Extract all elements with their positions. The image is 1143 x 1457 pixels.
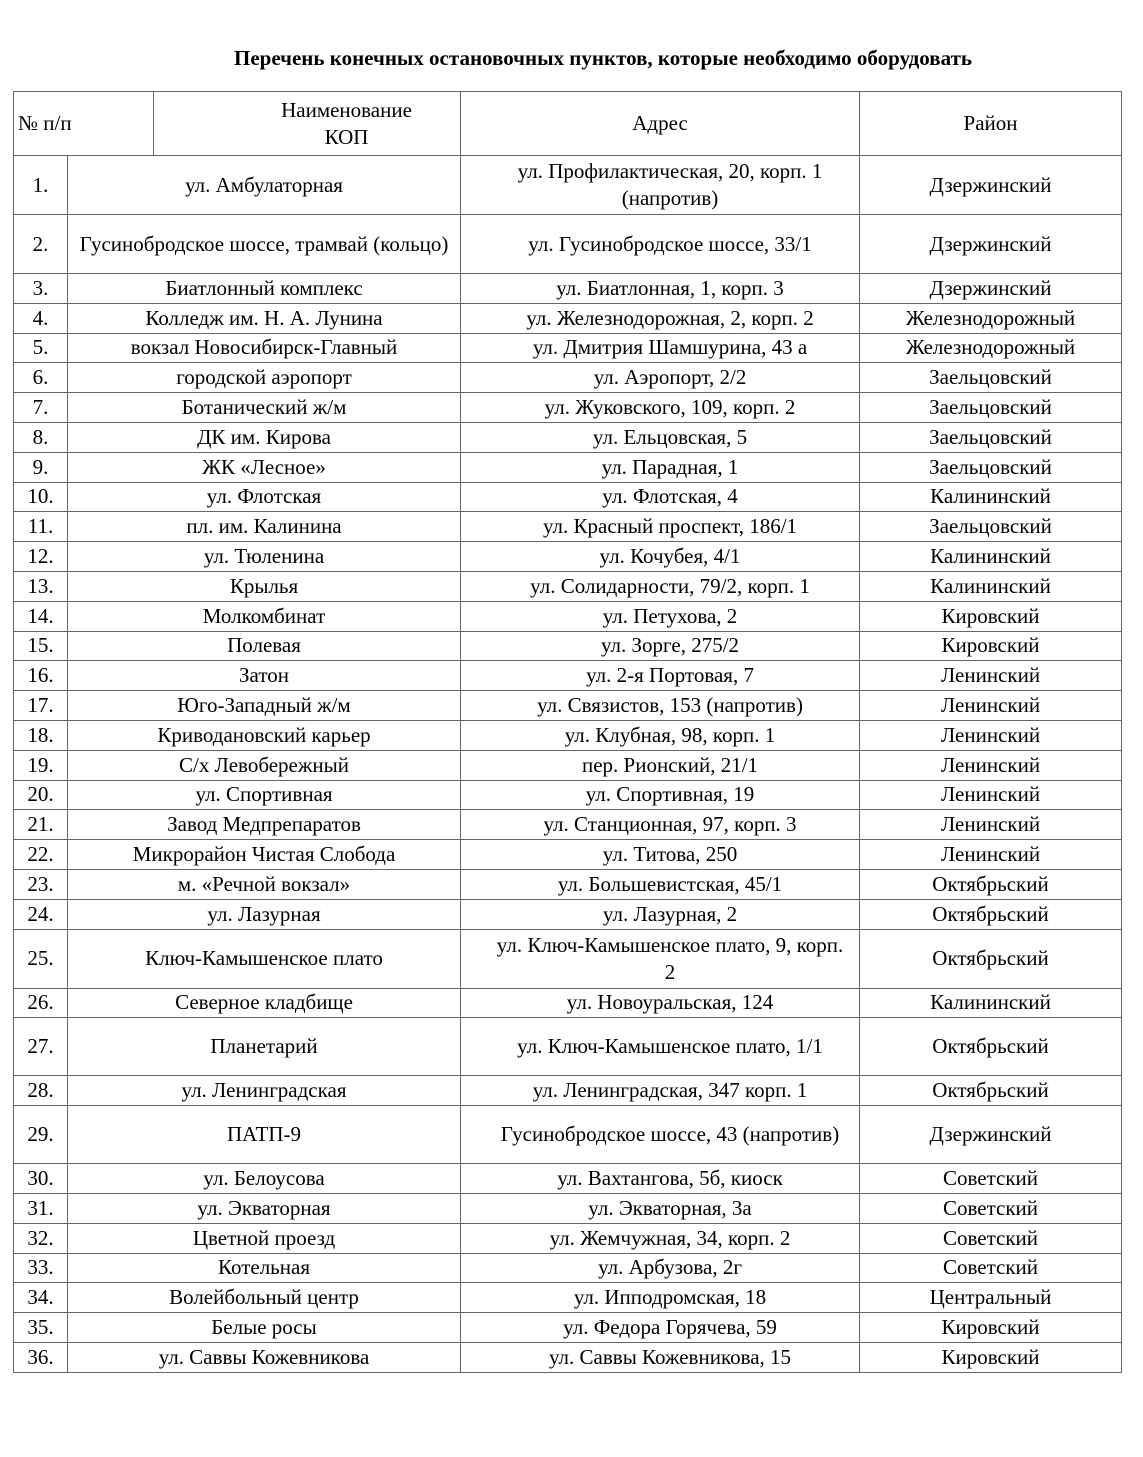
stops-table	[13, 91, 1122, 1373]
cell-name: ЖК «Лесное»	[68, 452, 461, 482]
cell-number: 14.	[14, 601, 68, 631]
table-row	[14, 512, 1122, 542]
table-row	[14, 1313, 1122, 1343]
table-row	[14, 810, 1122, 840]
header-number	[14, 92, 154, 156]
document-title: Перечень конечных остановочных пунктов, которые необходимо оборудовать	[234, 46, 972, 70]
cell-name: вокзал Новосибирск-Главный	[68, 333, 461, 363]
cell-district: Кировский	[860, 601, 1122, 631]
cell-name: ул. Спортивная	[68, 780, 461, 810]
table-row	[14, 482, 1122, 512]
cell-number: 16.	[14, 661, 68, 691]
cell-address: ул. Аэропорт, 2/2	[461, 363, 860, 393]
cell-district: Ленинский	[860, 840, 1122, 870]
header-address-label: Адрес	[632, 111, 688, 135]
cell-address: ул. Спортивная, 19	[461, 780, 860, 810]
cell-address: ул. 2-я Портовая, 7	[461, 661, 860, 691]
cell-address: ул. Ключ-Камышенское плато, 9, корп. 2	[461, 929, 860, 988]
cell-number: 18.	[14, 720, 68, 750]
table-row	[14, 1018, 1122, 1076]
cell-address: Гусинобродское шоссе, 43 (напротив)	[461, 1106, 860, 1164]
cell-name: Северное кладбище	[68, 988, 461, 1018]
table-row	[14, 1253, 1122, 1283]
cell-district: Ленинский	[860, 691, 1122, 721]
cell-name: ул. Амбулаторная	[68, 156, 461, 215]
table-row	[14, 1283, 1122, 1313]
cell-number: 17.	[14, 691, 68, 721]
cell-number: 11.	[14, 512, 68, 542]
table-row	[14, 1164, 1122, 1194]
cell-name: городской аэропорт	[68, 363, 461, 393]
cell-address: ул. Красный проспект, 186/1	[461, 512, 860, 542]
cell-number: 26.	[14, 988, 68, 1018]
cell-number: 13.	[14, 571, 68, 601]
cell-district: Дзержинский	[860, 215, 1122, 274]
cell-address: ул. Большевистская, 45/1	[461, 869, 860, 899]
cell-address: ул. Жемчужная, 34, корп. 2	[461, 1223, 860, 1253]
cell-address: ул. Гусинобродское шоссе, 33/1	[461, 215, 860, 274]
cell-number: 24.	[14, 899, 68, 929]
cell-district: Калининский	[860, 571, 1122, 601]
cell-district: Заельцовский	[860, 393, 1122, 423]
cell-address: ул. Титова, 250	[461, 840, 860, 870]
header-district-label: Район	[963, 111, 1018, 135]
table-row	[14, 303, 1122, 333]
cell-number: 22.	[14, 840, 68, 870]
cell-district: Советский	[860, 1253, 1122, 1283]
cell-address: ул. Вахтангова, 5б, киоск	[461, 1164, 860, 1194]
cell-district: Кировский	[860, 631, 1122, 661]
table-row	[14, 333, 1122, 363]
cell-number: 21.	[14, 810, 68, 840]
cell-address: ул. Петухова, 2	[461, 601, 860, 631]
table-row	[14, 601, 1122, 631]
cell-district: Октябрьский	[860, 869, 1122, 899]
cell-address: ул. Арбузова, 2г	[461, 1253, 860, 1283]
cell-name: Котельная	[68, 1253, 461, 1283]
cell-name: Биатлонный комплекс	[68, 274, 461, 304]
cell-number: 20.	[14, 780, 68, 810]
table-row	[14, 661, 1122, 691]
cell-district: Октябрьский	[860, 1018, 1122, 1076]
cell-district: Октябрьский	[860, 929, 1122, 988]
cell-name: Ботанический ж/м	[68, 393, 461, 423]
cell-district: Ленинский	[860, 780, 1122, 810]
cell-district: Заельцовский	[860, 363, 1122, 393]
cell-number: 27.	[14, 1018, 68, 1076]
cell-number: 3.	[14, 274, 68, 304]
table-body	[14, 156, 1122, 1373]
cell-number: 5.	[14, 333, 68, 363]
cell-address: пер. Рионский, 21/1	[461, 750, 860, 780]
cell-district: Советский	[860, 1164, 1122, 1194]
cell-address: ул. Ипподромская, 18	[461, 1283, 860, 1313]
cell-number: 6.	[14, 363, 68, 393]
cell-address: ул. Биатлонная, 1, корп. 3	[461, 274, 860, 304]
header-number-label: № п/п	[18, 111, 72, 135]
cell-district: Заельцовский	[860, 512, 1122, 542]
cell-name: Полевая	[68, 631, 461, 661]
cell-district: Советский	[860, 1193, 1122, 1223]
cell-name: ул. Флотская	[68, 482, 461, 512]
cell-district: Калининский	[860, 988, 1122, 1018]
cell-name: Цветной проезд	[68, 1223, 461, 1253]
table-row	[14, 720, 1122, 750]
table-row	[14, 215, 1122, 274]
table-row	[14, 1106, 1122, 1164]
cell-address: ул. Солидарности, 79/2, корп. 1	[461, 571, 860, 601]
cell-number: 29.	[14, 1106, 68, 1164]
cell-name: Планетарий	[68, 1018, 461, 1076]
table-row	[14, 1076, 1122, 1106]
cell-address: ул. Связистов, 153 (напротив)	[461, 691, 860, 721]
cell-name: ДК им. Кирова	[68, 422, 461, 452]
cell-number: 4.	[14, 303, 68, 333]
cell-name: ул. Белоусова	[68, 1164, 461, 1194]
cell-number: 10.	[14, 482, 68, 512]
cell-address: ул. Федора Горячева, 59	[461, 1313, 860, 1343]
cell-district: Дзержинский	[860, 1106, 1122, 1164]
cell-name: пл. им. Калинина	[68, 512, 461, 542]
cell-address: ул. Станционная, 97, корп. 3	[461, 810, 860, 840]
table-row	[14, 869, 1122, 899]
cell-address: ул. Клубная, 98, корп. 1	[461, 720, 860, 750]
table-row	[14, 780, 1122, 810]
table-row	[14, 899, 1122, 929]
header-name	[154, 92, 461, 156]
cell-address: ул. Саввы Кожевникова, 15	[461, 1342, 860, 1372]
cell-name: Волейбольный центр	[68, 1283, 461, 1313]
table-row	[14, 422, 1122, 452]
table-row	[14, 988, 1122, 1018]
cell-name: Микрорайон Чистая Слобода	[68, 840, 461, 870]
cell-name: Белые росы	[68, 1313, 461, 1343]
cell-address: ул. Жуковского, 109, корп. 2	[461, 393, 860, 423]
cell-address: ул. Кочубея, 4/1	[461, 542, 860, 572]
cell-name: м. «Речной вокзал»	[68, 869, 461, 899]
header-name-label: Наименование КОП	[281, 97, 412, 149]
cell-number: 28.	[14, 1076, 68, 1106]
cell-district: Кировский	[860, 1313, 1122, 1343]
cell-district: Ленинский	[860, 810, 1122, 840]
table-row	[14, 452, 1122, 482]
cell-district: Советский	[860, 1223, 1122, 1253]
cell-address: ул. Дмитрия Шамшурина, 43 а	[461, 333, 860, 363]
cell-address: ул. Зорге, 275/2	[461, 631, 860, 661]
cell-name: С/х Левобережный	[68, 750, 461, 780]
cell-address: ул. Железнодорожная, 2, корп. 2	[461, 303, 860, 333]
cell-number: 9.	[14, 452, 68, 482]
cell-district: Заельцовский	[860, 422, 1122, 452]
cell-name: Криводановский карьер	[68, 720, 461, 750]
table-row	[14, 363, 1122, 393]
cell-name: ул. Экваторная	[68, 1193, 461, 1223]
cell-district: Дзержинский	[860, 156, 1122, 215]
cell-number: 2.	[14, 215, 68, 274]
cell-name: Юго-Западный ж/м	[68, 691, 461, 721]
cell-number: 12.	[14, 542, 68, 572]
cell-number: 23.	[14, 869, 68, 899]
cell-name: ул. Лазурная	[68, 899, 461, 929]
cell-name: Гусинобродское шоссе, трамвай (кольцо)	[68, 215, 461, 274]
cell-district: Кировский	[860, 1342, 1122, 1372]
table-row	[14, 691, 1122, 721]
cell-name: Завод Медпрепаратов	[68, 810, 461, 840]
table-row	[14, 571, 1122, 601]
cell-district: Октябрьский	[860, 899, 1122, 929]
cell-address: ул. Новоуральская, 124	[461, 988, 860, 1018]
cell-name: Колледж им. Н. А. Лунина	[68, 303, 461, 333]
cell-district: Ленинский	[860, 661, 1122, 691]
cell-number: 32.	[14, 1223, 68, 1253]
table-row	[14, 1223, 1122, 1253]
cell-number: 34.	[14, 1283, 68, 1313]
cell-name: ул. Ленинградская	[68, 1076, 461, 1106]
table-row	[14, 542, 1122, 572]
header-address	[461, 92, 860, 156]
cell-number: 33.	[14, 1253, 68, 1283]
table-header-row	[14, 92, 1122, 156]
cell-number: 30.	[14, 1164, 68, 1194]
cell-district: Центральный	[860, 1283, 1122, 1313]
table-row	[14, 274, 1122, 304]
cell-district: Калининский	[860, 542, 1122, 572]
table-row	[14, 750, 1122, 780]
table-row	[14, 631, 1122, 661]
cell-number: 7.	[14, 393, 68, 423]
header-district	[860, 92, 1122, 156]
cell-name: ул. Тюленина	[68, 542, 461, 572]
cell-number: 35.	[14, 1313, 68, 1343]
table-row	[14, 393, 1122, 423]
cell-district: Железнодорожный	[860, 333, 1122, 363]
cell-number: 19.	[14, 750, 68, 780]
cell-district: Ленинский	[860, 720, 1122, 750]
cell-name: ПАТП-9	[68, 1106, 461, 1164]
cell-name: Крылья	[68, 571, 461, 601]
cell-district: Ленинский	[860, 750, 1122, 780]
cell-name: ул. Саввы Кожевникова	[68, 1342, 461, 1372]
cell-number: 31.	[14, 1193, 68, 1223]
cell-number: 25.	[14, 929, 68, 988]
cell-name: Ключ-Камышенское плато	[68, 929, 461, 988]
cell-address: ул. Парадная, 1	[461, 452, 860, 482]
cell-address: ул. Ленинградская, 347 корп. 1	[461, 1076, 860, 1106]
cell-address: ул. Лазурная, 2	[461, 899, 860, 929]
cell-number: 36.	[14, 1342, 68, 1372]
cell-district: Октябрьский	[860, 1076, 1122, 1106]
cell-number: 15.	[14, 631, 68, 661]
cell-district: Дзержинский	[860, 274, 1122, 304]
cell-address: ул. Экваторная, 3а	[461, 1193, 860, 1223]
cell-address: ул. Ельцовская, 5	[461, 422, 860, 452]
cell-district: Калининский	[860, 482, 1122, 512]
cell-district: Железнодорожный	[860, 303, 1122, 333]
table-row	[14, 156, 1122, 215]
table-row	[14, 840, 1122, 870]
cell-name: Молкомбинат	[68, 601, 461, 631]
table-row	[14, 1342, 1122, 1372]
table-row	[14, 929, 1122, 988]
cell-district: Заельцовский	[860, 452, 1122, 482]
cell-number: 8.	[14, 422, 68, 452]
cell-name: Затон	[68, 661, 461, 691]
cell-address: ул. Флотская, 4	[461, 482, 860, 512]
cell-number: 1.	[14, 156, 68, 215]
cell-address: ул. Профилактическая, 20, корп. 1 (напротив)	[461, 156, 860, 215]
table-row	[14, 1193, 1122, 1223]
cell-address: ул. Ключ-Камышенское плато, 1/1	[461, 1018, 860, 1076]
